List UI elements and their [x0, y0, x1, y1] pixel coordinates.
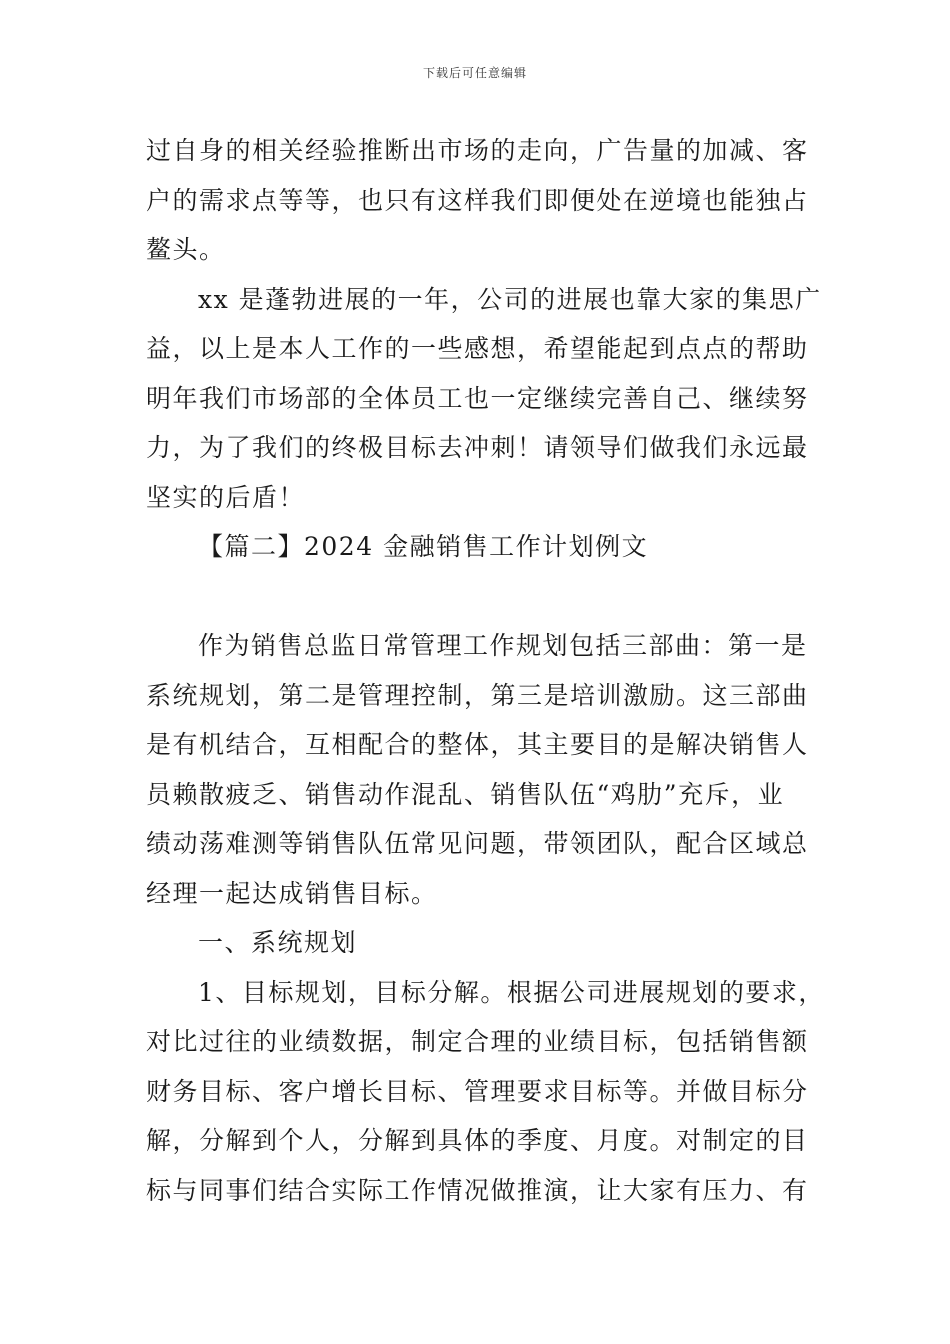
- text-line: 过自身的相关经验推断出市场的走向，广告量的加减、客: [146, 136, 809, 165]
- text-line: 解，分解到个人，分解到具体的季度、月度。对制定的目: [146, 1126, 809, 1155]
- text-line: xx 是蓬勃进展的一年，公司的进展也靠大家的集思广: [198, 284, 822, 314]
- text-line: 财务目标、客户增长目标、管理要求目标等。并做目标分: [146, 1076, 809, 1106]
- text-line: 益，以上是本人工作的一些感想，希望能起到点点的帮助: [146, 334, 809, 363]
- text-line: 明年我们市场部的全体员工也一定继续完善自己、继续努: [146, 383, 809, 413]
- text-line: 坚实的后盾！: [146, 482, 306, 512]
- text-line: 绩动荡难测等销售队伍常见问题，带领团队，配合区域总: [146, 829, 809, 858]
- text-line: 对比过往的业绩数据，制定合理的业绩目标，包括销售额: [146, 1027, 809, 1056]
- text-line: 1、目标规划，目标分解。根据公司进展规划的要求，: [198, 977, 825, 1007]
- text-line: 是有机结合，互相配合的整体，其主要目的是解决销售人: [146, 730, 809, 759]
- page-header: 下载后可任意编辑: [422, 66, 527, 80]
- text-line: 经理一起达成销售目标。: [146, 878, 438, 908]
- text-line: 标与同事们结合实际工作情况做推演，让大家有压力、有: [146, 1175, 809, 1205]
- blank-line: [146, 572, 816, 622]
- text-line: 系统规划，第二是管理控制，第三是培训激励。这三部曲: [146, 680, 809, 710]
- text-line: 作为销售总监日常管理工作规划包括三部曲：第一是: [198, 631, 808, 660]
- section-heading: 【篇二】2024 金融销售工作计划例文: [198, 532, 649, 561]
- text-line: 力，为了我们的终极目标去冲刺！请领导们做我们永远最: [146, 433, 809, 462]
- text-line: 户的需求点等等，也只有这样我们即便处在逆境也能独占: [146, 185, 809, 215]
- document-body: [146, 126, 825, 1215]
- text-line: 鳌头。: [146, 235, 226, 264]
- text-line: 一、系统规划: [198, 928, 358, 957]
- text-line: 员赖散疲乏、销售动作混乱、销售队伍“鸡肋”充斥，业: [146, 779, 785, 809]
